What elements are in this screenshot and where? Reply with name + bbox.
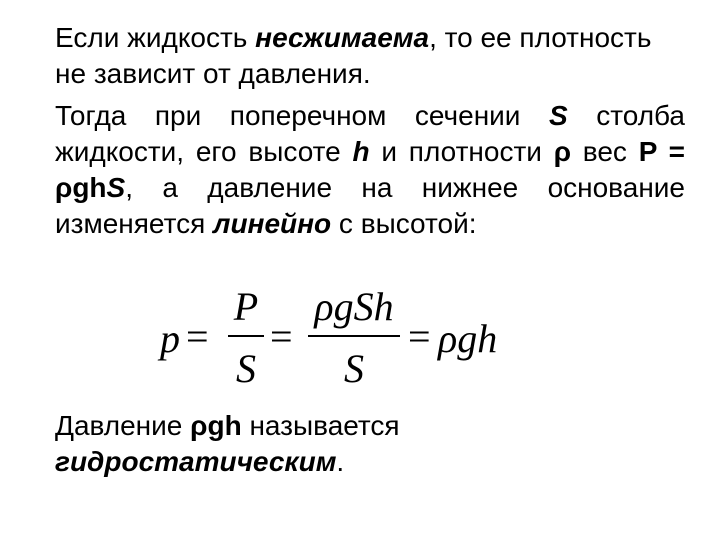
emphasis-linear: линейно xyxy=(213,208,332,239)
text-fragment: называется xyxy=(241,410,400,441)
text-fragment: , то ее плотность не зависит от давления. xyxy=(55,22,652,89)
formula-numerator-1: P xyxy=(233,284,259,329)
formula-equals: = xyxy=(408,314,431,359)
symbol-s: S xyxy=(106,172,126,203)
symbol-rgh: ρgh xyxy=(190,410,242,441)
emphasis-hydrostatic: гидростатическим xyxy=(55,446,337,477)
text-fragment: с высотой: xyxy=(331,208,477,239)
symbol-rho: ρ xyxy=(553,136,572,167)
text-fragment: , а давление на нижнее основание изменяется xyxy=(55,172,685,239)
text-fragment: и плотности xyxy=(369,136,554,167)
symbol-s: S xyxy=(549,100,568,131)
paragraph-hydrostatic xyxy=(55,408,685,480)
text-fragment: вес xyxy=(571,136,639,167)
text-fragment: столба жидкости, его высоте xyxy=(55,100,685,167)
pressure-formula xyxy=(160,286,520,390)
text-fragment: Если жидкость xyxy=(55,22,256,53)
paragraph-weight xyxy=(55,98,685,242)
text-fragment: . xyxy=(336,446,345,477)
symbol-h: h xyxy=(352,136,370,167)
text-fragment: Давление xyxy=(55,410,191,441)
emphasis-incompressible: несжимаема xyxy=(255,22,430,53)
formula-denominator-1: S xyxy=(236,346,256,391)
formula-denominator-2: S xyxy=(344,346,364,391)
formula-lhs: p xyxy=(160,316,180,361)
text-fragment: Тогда при поперечном сечении xyxy=(55,100,549,131)
formula-graphic xyxy=(160,286,520,390)
formula-equals: = xyxy=(186,314,209,359)
weight-formula: P = ρgh xyxy=(55,136,685,203)
paragraph-incompressible xyxy=(55,20,685,92)
formula-numerator-2: ρgSh xyxy=(314,284,394,329)
formula-rhs: ρgh xyxy=(438,316,498,361)
formula-equals: = xyxy=(270,314,293,359)
